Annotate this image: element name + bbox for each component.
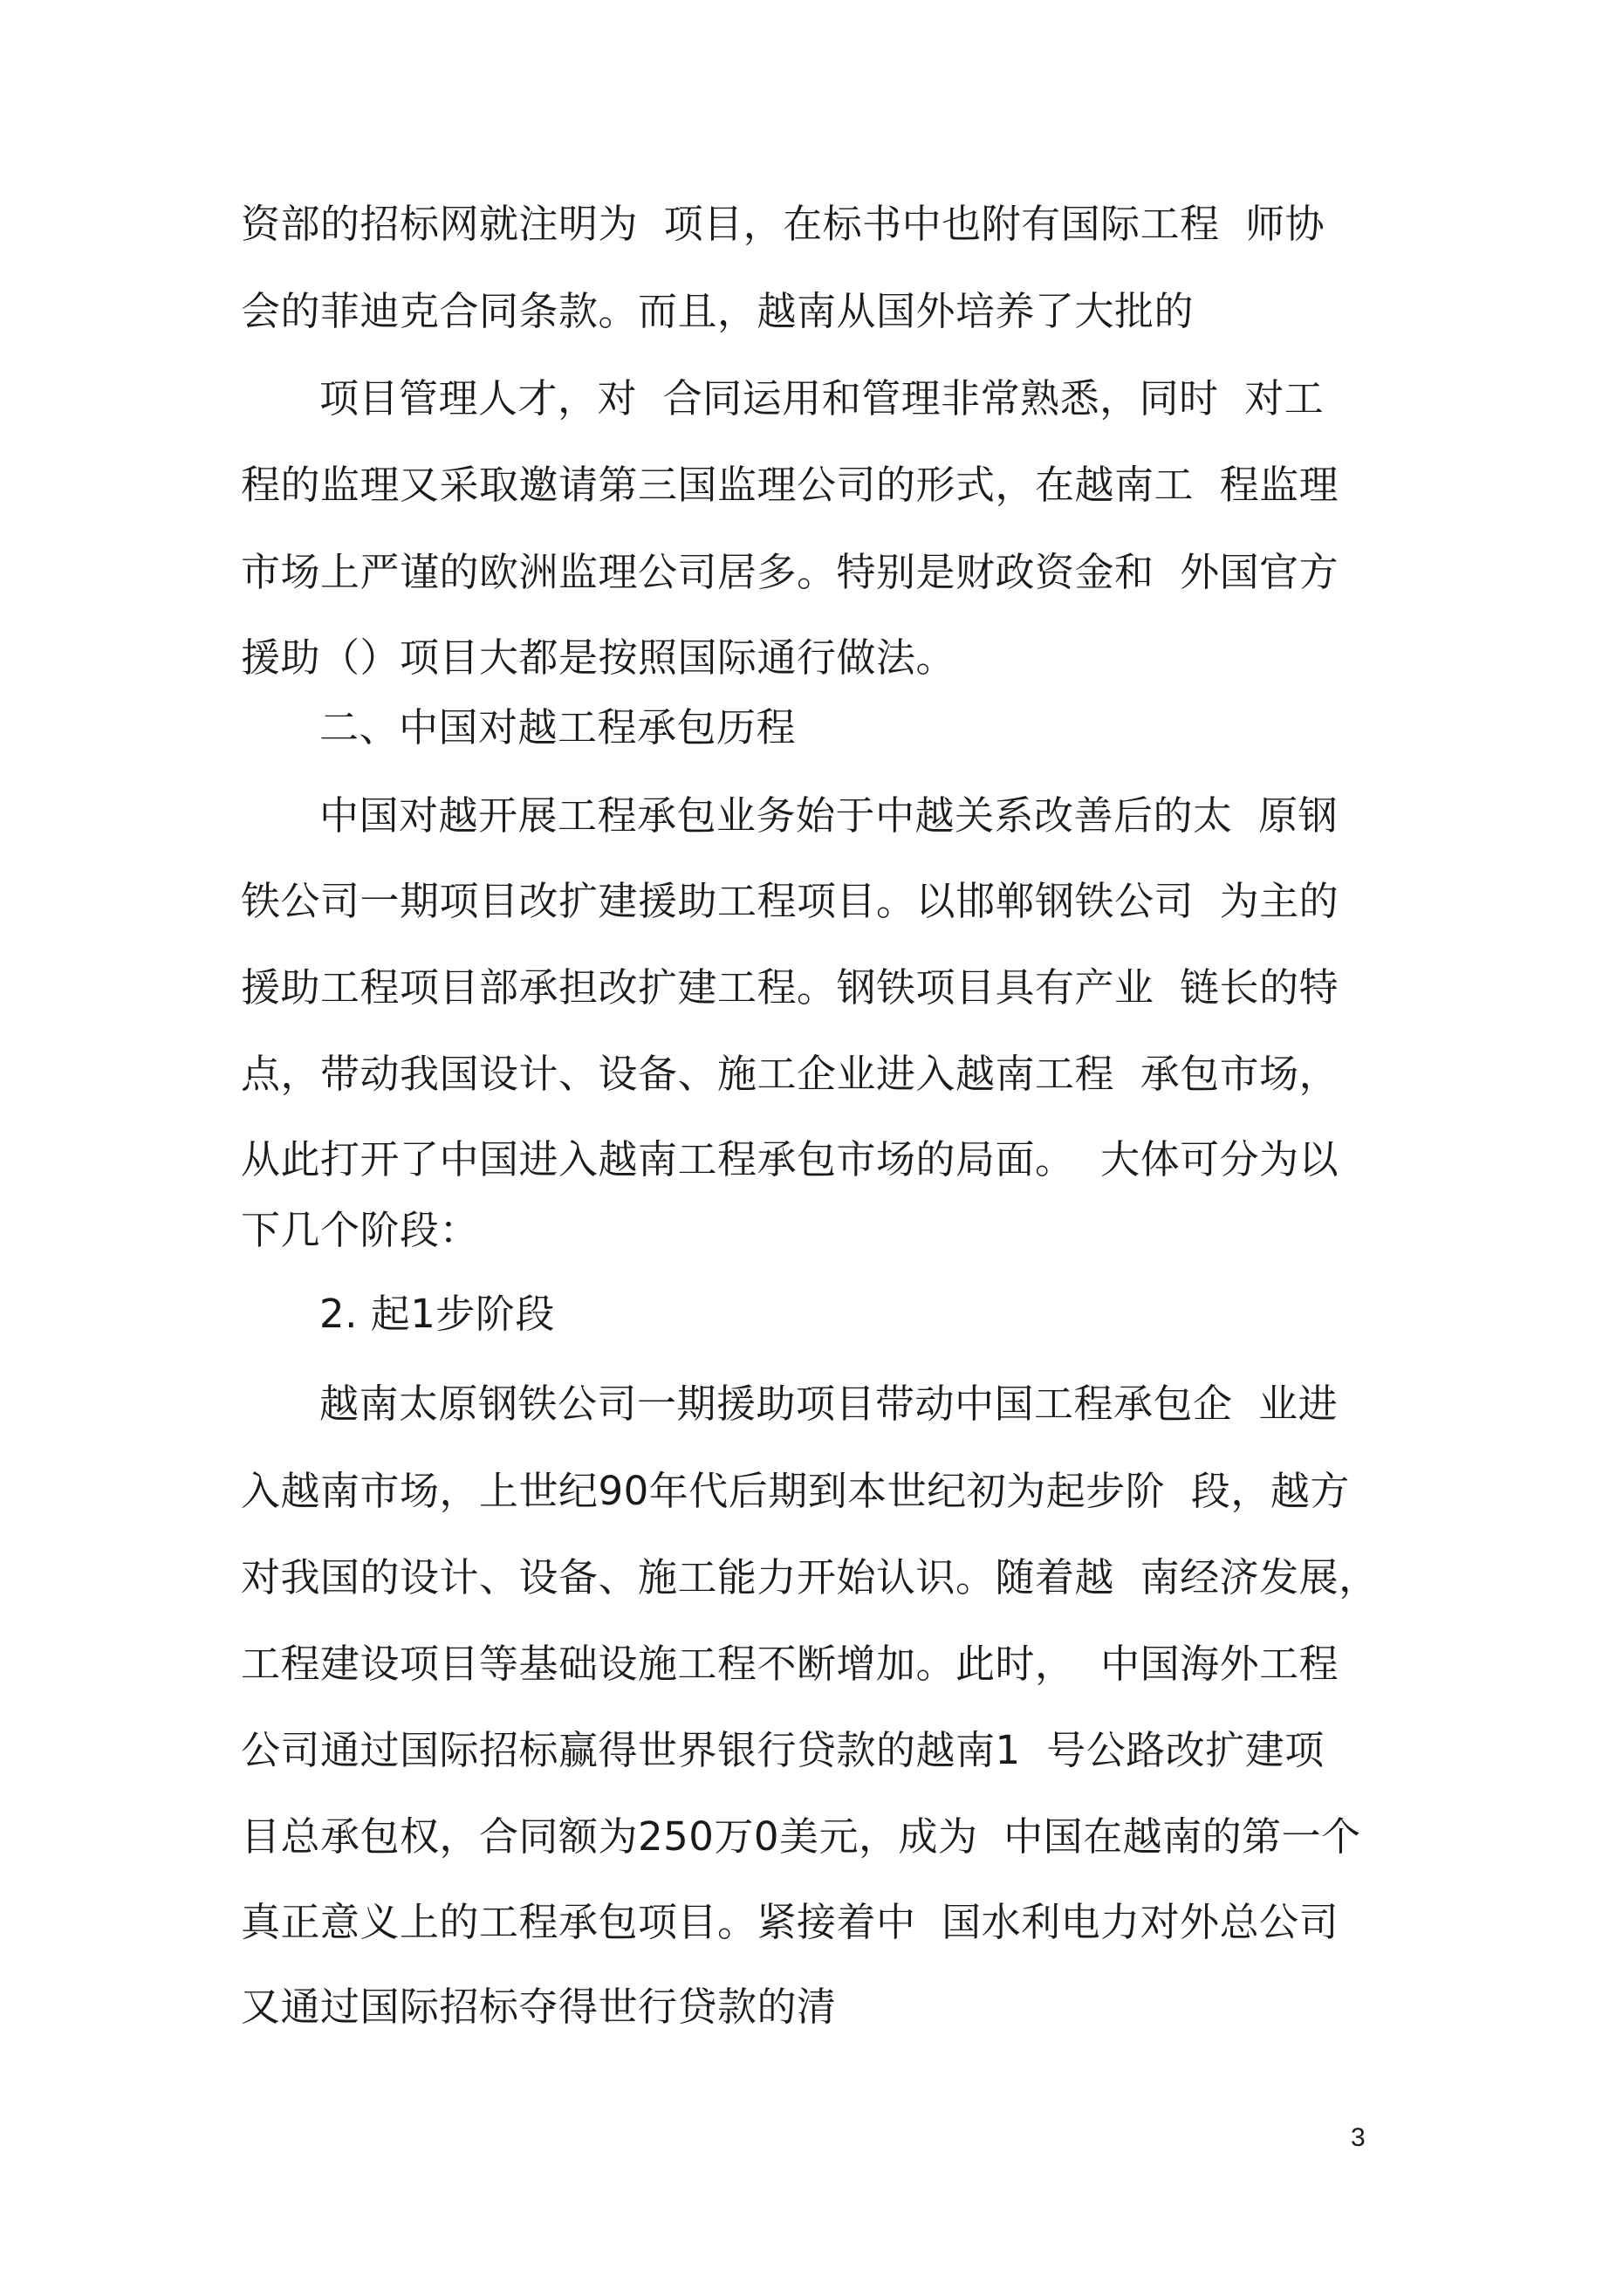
text-line-15: 越南太原钢铁公司一期援助项目带动中国工程承包企 业进 (319, 1381, 1339, 1427)
text-line-10: 援助工程项目部承担改扩建工程。钢铁项目具有产业 链长的特 (241, 964, 1339, 1011)
text-line-6: 援助（）项目大都是按照国际通行做法。 (241, 634, 956, 681)
text-line-8: 中国对越开展工程承包业务始于中越关系改善后的太 原钢 (319, 792, 1339, 839)
text-line-5: 市场上严谨的欧洲监理公司居多。特别是财政资金和 外国官方 (241, 549, 1339, 595)
text-line-1: 资部的招标网就注明为 项目，在标书中也附有国际工程 师协 (241, 201, 1325, 247)
text-line-22: 又通过国际招标夺得世行贷款的清 (241, 1984, 837, 2030)
text-line-21: 真正意义上的工程承包项目。紧接着中 国水利电力对外总公司 (241, 1899, 1339, 1945)
text-line-18: 工程建设项目等基础设施工程不断增加。此时， 中国海外工程 (241, 1641, 1339, 1687)
text-line-19: 公司通过国际招标赢得世界银行贷款的越南1 号公路改扩建项 (241, 1727, 1325, 1773)
text-line-16: 入越南市场，上世纪90年代后期到本世纪初为起步阶 段，越方 (241, 1468, 1350, 1514)
subsection-heading: 2. 起1步阶段 (319, 1291, 555, 1337)
text-line-20: 目总承包权，合同额为250万0美元，成为 中国在越南的第一个 (241, 1813, 1361, 1860)
text-line-13: 下几个阶段： (241, 1207, 480, 1253)
text-line-4: 程的监理又采取邀请第三国监理公司的形式，在越南工 程监理 (241, 462, 1339, 508)
text-line-12: 从此打开了中国进入越南工程承包市场的局面。 大体可分为以 (241, 1136, 1339, 1182)
text-line-17: 对我国的设计、设备、施工能力开始认识。随着越 南经济发展， (241, 1554, 1379, 1600)
text-line-11: 点，带动我国设计、设备、施工企业进入越南工程 承包市场， (241, 1051, 1339, 1097)
section-heading: 二、中国对越工程承包历程 (319, 704, 797, 750)
text-line-2: 会的菲迪克合同条款。而且，越南从国外培养了大批的 (241, 288, 1195, 334)
text-line-3: 项目管理人才，对 合同运用和管理非常熟悉，同时 对工 (319, 375, 1325, 422)
page-number: 3 (1351, 2123, 1366, 2152)
text-line-9: 铁公司一期项目改扩建援助工程项目。以邯郸钢铁公司 为主的 (241, 878, 1339, 924)
